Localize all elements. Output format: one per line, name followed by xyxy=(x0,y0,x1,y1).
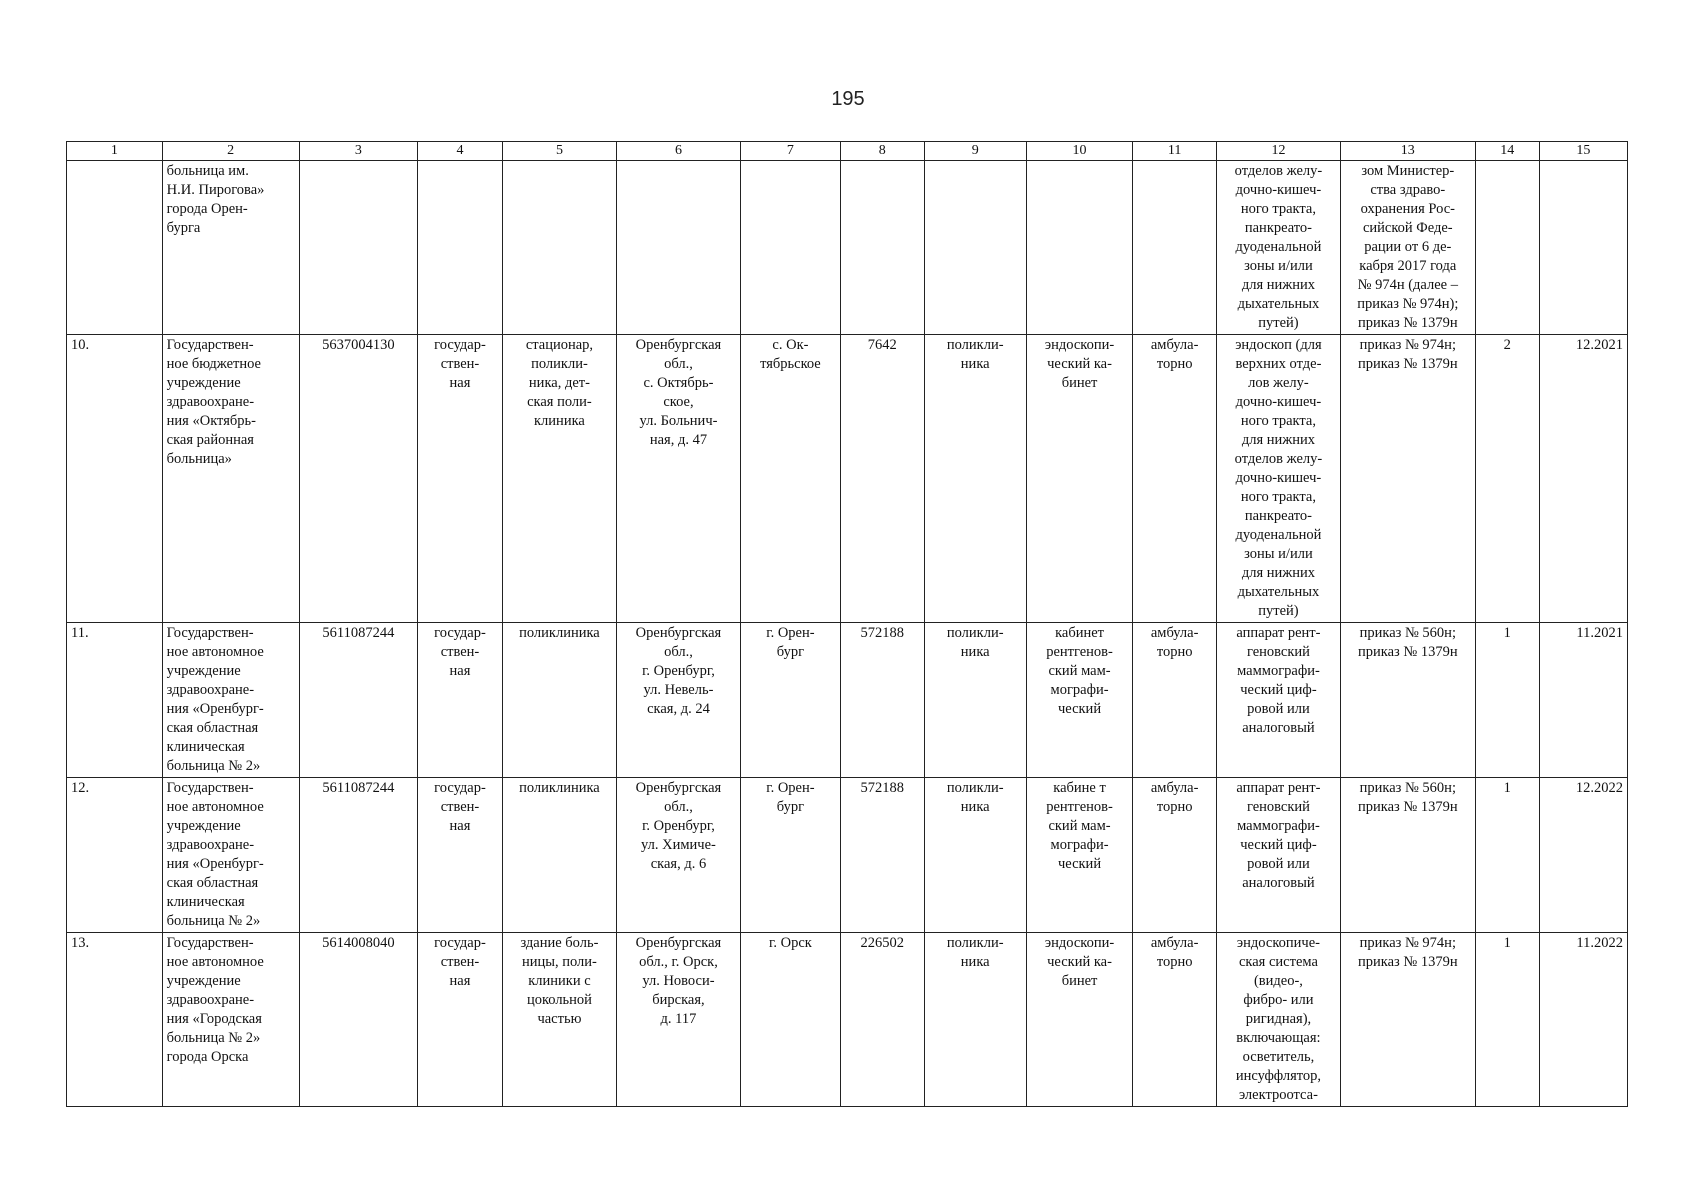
organization-name-line: ное автономное xyxy=(166,954,264,970)
unit-type xyxy=(924,623,1026,778)
address-line: обл., xyxy=(664,644,693,660)
equipment-name-line: дочно-кишеч- xyxy=(1235,394,1322,410)
care-mode-line: амбула- xyxy=(1150,625,1199,641)
unit-type-line: поликли- xyxy=(946,935,1004,951)
locality-line: г. Орск xyxy=(769,935,812,951)
unit-type-line: ника xyxy=(960,356,990,372)
order-reference-line: приказ № 974н); xyxy=(1357,296,1459,312)
ownership-form-line: государ- xyxy=(434,780,486,796)
unit-type-line: ника xyxy=(960,644,990,660)
organization-name-line: ская районная xyxy=(166,432,254,448)
population xyxy=(840,161,924,335)
room-name xyxy=(1026,778,1133,933)
delivery-date: 12.2022 xyxy=(1539,778,1627,933)
organization-name-line: Н.И. Пирогова» xyxy=(166,182,265,198)
table-row xyxy=(67,778,1628,933)
quantity: 1 xyxy=(1475,933,1539,1107)
address xyxy=(617,933,741,1107)
unit-type xyxy=(924,933,1026,1107)
facility-type-line: здание боль- xyxy=(520,935,599,951)
table-row xyxy=(67,623,1628,778)
quantity: 2 xyxy=(1475,335,1539,623)
organization-name-line: ния «Оренбург- xyxy=(166,701,264,717)
room-name-line: рентгенов- xyxy=(1046,644,1113,660)
inn-code: 5611087244 xyxy=(299,623,417,778)
address-line: ная, д. 47 xyxy=(649,432,708,448)
equipment-name-line: ровой или xyxy=(1247,701,1310,717)
equipment-name-line: инсуффлятор, xyxy=(1235,1068,1322,1084)
order-reference-line: рации от 6 де- xyxy=(1364,239,1452,255)
equipment-name-line: ская система xyxy=(1238,954,1318,970)
equipment-name-line: дочно-кишеч- xyxy=(1235,182,1322,198)
row-number: 13. xyxy=(67,933,163,1107)
ownership-form xyxy=(418,335,503,623)
care-mode xyxy=(1133,623,1217,778)
address-line: ул. Невель- xyxy=(643,682,714,698)
organization-name-line: Государствен- xyxy=(166,780,254,796)
room-name-line: кабинет xyxy=(1055,625,1104,641)
column-header-10: 10 xyxy=(1026,142,1133,161)
facility-type xyxy=(502,161,616,335)
equipment-name xyxy=(1216,161,1340,335)
page-number: 195 xyxy=(831,88,865,110)
column-header-6: 6 xyxy=(617,142,741,161)
ownership-form-line: ствен- xyxy=(440,644,480,660)
column-header-9: 9 xyxy=(924,142,1026,161)
column-header-11: 11 xyxy=(1133,142,1217,161)
inn-code xyxy=(299,161,417,335)
order-reference xyxy=(1340,335,1475,623)
organization-name-line: клиническая xyxy=(166,739,245,755)
care-mode-line: торно xyxy=(1156,954,1193,970)
address-line: ское, xyxy=(663,394,694,410)
room-name-line: ческий ка- xyxy=(1047,356,1112,372)
order-reference-line: охранения Рос- xyxy=(1360,201,1455,217)
equipment-name-line: (видео-, xyxy=(1253,973,1303,989)
column-header-7: 7 xyxy=(740,142,840,161)
order-reference-line: сийской Феде- xyxy=(1362,220,1453,236)
address-line: ская, д. 24 xyxy=(647,701,710,717)
facility-type-line: ника, дет- xyxy=(528,375,590,391)
address xyxy=(617,335,741,623)
unit-type-line: поликли- xyxy=(946,625,1004,641)
room-name-line: бинет xyxy=(1061,375,1098,391)
organization-name-line: ное автономное xyxy=(166,799,264,815)
ownership-form-line: ная xyxy=(449,663,471,679)
equipment-name-line: дуоденальной xyxy=(1235,239,1322,255)
organization-name-line: ская областная xyxy=(166,720,259,736)
locality-line: бург xyxy=(776,644,805,660)
facility-type-line: частью xyxy=(537,1011,582,1027)
order-reference xyxy=(1340,161,1475,335)
facility-type xyxy=(502,933,616,1107)
delivery-date xyxy=(1539,161,1627,335)
facility-type-line: поликлиника xyxy=(519,625,600,641)
equipment-name-line: электроотса- xyxy=(1238,1087,1318,1103)
equipment-name-line: аналоговый xyxy=(1242,720,1315,736)
population: 226502 xyxy=(840,933,924,1107)
organization-name-line: бурга xyxy=(166,220,201,236)
address-line: с. Октябрь- xyxy=(643,375,714,391)
ownership-form-line: ствен- xyxy=(440,954,480,970)
care-mode-line: торно xyxy=(1156,799,1193,815)
ownership-form-line: ствен- xyxy=(440,356,480,372)
organization-name-line: здравоохране- xyxy=(166,682,255,698)
order-reference xyxy=(1340,933,1475,1107)
organization-name-line: города Орен- xyxy=(166,201,248,217)
ownership-form xyxy=(418,161,503,335)
ownership-form-line: ствен- xyxy=(440,799,480,815)
column-header-13: 13 xyxy=(1340,142,1475,161)
equipment-name-line: ческий циф- xyxy=(1240,682,1317,698)
facility-type-line: поликли- xyxy=(531,356,588,372)
column-header-5: 5 xyxy=(502,142,616,161)
inn-code: 5637004130 xyxy=(299,335,417,623)
room-name-line: ский мам- xyxy=(1048,663,1111,679)
ownership-form-line: государ- xyxy=(434,935,486,951)
table-row xyxy=(67,161,1628,335)
inn-code: 5611087244 xyxy=(299,778,417,933)
address xyxy=(617,161,741,335)
ownership-form-line: ная xyxy=(449,375,471,391)
order-reference-line: ства здраво- xyxy=(1370,182,1446,198)
organization-name-line: клиническая xyxy=(166,894,245,910)
care-mode xyxy=(1133,933,1217,1107)
organization-name-line: ния «Городская xyxy=(166,1011,262,1027)
table-body xyxy=(67,161,1628,1107)
population: 7642 xyxy=(840,335,924,623)
equipment-name-line: зоны и/или xyxy=(1244,258,1313,274)
equipment-name-line: ригидная), xyxy=(1245,1011,1312,1027)
equipment-name-line: путей) xyxy=(1258,603,1299,619)
ownership-form-line: государ- xyxy=(434,625,486,641)
equipment-name-line: зоны и/или xyxy=(1244,546,1313,562)
equipment-name-line: ческий циф- xyxy=(1240,837,1317,853)
facility-type-line: клиники с xyxy=(528,973,591,989)
room-name-line: мографи- xyxy=(1050,682,1109,698)
care-mode xyxy=(1133,335,1217,623)
organization-name-line: Государствен- xyxy=(166,337,254,353)
room-name-line: кабине т xyxy=(1053,780,1106,796)
unit-type-line: поликли- xyxy=(946,337,1004,353)
address-line: г. Оренбург, xyxy=(642,663,715,679)
organization-name-line: учреждение xyxy=(166,818,241,834)
room-name xyxy=(1026,335,1133,623)
equipment-name-line: для нижних xyxy=(1241,277,1316,293)
equipment-table xyxy=(66,141,1628,1107)
row-number: 10. xyxy=(67,335,163,623)
equipment-name-line: дыхательных xyxy=(1237,296,1320,312)
organization-name-line: больница» xyxy=(166,451,232,467)
ownership-form xyxy=(418,933,503,1107)
column-header-3: 3 xyxy=(299,142,417,161)
quantity xyxy=(1475,161,1539,335)
equipment-name-line: путей) xyxy=(1258,315,1299,331)
facility-type-line: ницы, поли- xyxy=(521,954,597,970)
equipment-name-line: отделов желу- xyxy=(1234,163,1323,179)
quantity: 1 xyxy=(1475,623,1539,778)
room-name-line: ческий xyxy=(1057,856,1102,872)
address-line: Оренбургская xyxy=(635,337,722,353)
order-reference xyxy=(1340,623,1475,778)
table-header xyxy=(67,142,1628,161)
order-reference-line: приказ № 1379н xyxy=(1357,799,1458,815)
unit-type xyxy=(924,335,1026,623)
equipment-name-line: осветитель, xyxy=(1242,1049,1315,1065)
organization-name-line: учреждение xyxy=(166,375,241,391)
unit-type-line: ника xyxy=(960,954,990,970)
equipment-name-line: геновский xyxy=(1246,799,1310,815)
population: 572188 xyxy=(840,623,924,778)
organization-name xyxy=(162,335,299,623)
locality xyxy=(740,933,840,1107)
locality-line: тябрьское xyxy=(760,356,821,372)
care-mode-line: амбула- xyxy=(1150,780,1199,796)
column-header-14: 14 xyxy=(1475,142,1539,161)
order-reference-line: приказ № 1379н xyxy=(1357,315,1458,331)
row-number: 12. xyxy=(67,778,163,933)
room-name-line: рентгенов- xyxy=(1046,799,1113,815)
organization-name-line: здравоохране- xyxy=(166,837,255,853)
organization-name-line: Государствен- xyxy=(166,935,254,951)
order-reference-line: № 974н (далее – xyxy=(1357,277,1458,293)
ownership-form-line: государ- xyxy=(434,337,486,353)
equipment-name xyxy=(1216,933,1340,1107)
facility-type xyxy=(502,623,616,778)
equipment-name-line: дочно-кишеч- xyxy=(1235,470,1322,486)
care-mode-line: торно xyxy=(1156,644,1193,660)
column-header-8: 8 xyxy=(840,142,924,161)
column-header-15: 15 xyxy=(1539,142,1627,161)
locality xyxy=(740,335,840,623)
equipment-name xyxy=(1216,623,1340,778)
ownership-form xyxy=(418,623,503,778)
address-line: ская, д. 6 xyxy=(650,856,707,872)
row-number: 11. xyxy=(67,623,163,778)
unit-type xyxy=(924,161,1026,335)
column-header-1: 1 xyxy=(67,142,163,161)
equipment-name-line: аналоговый xyxy=(1242,875,1315,891)
equipment-name-line: аппарат рент- xyxy=(1236,625,1321,641)
ownership-form-line: ная xyxy=(449,973,471,989)
address-line: обл., xyxy=(664,356,693,372)
organization-name-line: больница № 2» xyxy=(166,913,261,929)
equipment-name-line: ного тракта, xyxy=(1240,489,1316,505)
unit-type-line: ника xyxy=(960,799,990,815)
organization-name-line: учреждение xyxy=(166,973,241,989)
locality-line: г. Орен- xyxy=(766,625,815,641)
organization-name-line: Государствен- xyxy=(166,625,254,641)
equipment-name-line: для нижних xyxy=(1241,432,1316,448)
facility-type-line: клиника xyxy=(534,413,585,429)
column-header-12: 12 xyxy=(1216,142,1340,161)
address-line: Оренбургская xyxy=(635,780,722,796)
address-line: г. Оренбург, xyxy=(642,818,715,834)
equipment-name-line: фибро- или xyxy=(1243,992,1314,1008)
address-line: ул. Новоси- xyxy=(642,973,715,989)
order-reference-line: приказ № 974н; xyxy=(1359,337,1456,353)
care-mode-line: амбула- xyxy=(1150,935,1199,951)
equipment-name-line: ного тракта, xyxy=(1240,413,1316,429)
equipment-name-line: отделов желу- xyxy=(1234,451,1323,467)
care-mode-line: амбула- xyxy=(1150,337,1199,353)
room-name-line: бинет xyxy=(1061,973,1098,989)
organization-name xyxy=(162,933,299,1107)
order-reference-line: кабря 2017 года xyxy=(1359,258,1457,274)
equipment-name xyxy=(1216,335,1340,623)
organization-name xyxy=(162,161,299,335)
address-line: обл., г. Орск, xyxy=(639,954,718,970)
row-number xyxy=(67,161,163,335)
header-row xyxy=(67,142,1628,161)
organization-name-line: здравоохране- xyxy=(166,992,255,1008)
equipment-name-line: эндоскоп (для xyxy=(1235,337,1322,353)
locality xyxy=(740,161,840,335)
equipment-name-line: ровой или xyxy=(1247,856,1310,872)
equipment-name-line: дыхательных xyxy=(1237,584,1320,600)
table-row xyxy=(67,933,1628,1107)
organization-name-line: ное автономное xyxy=(166,644,264,660)
organization-name-line: больница № 2» xyxy=(166,758,261,774)
organization-name xyxy=(162,778,299,933)
ownership-form xyxy=(418,778,503,933)
address xyxy=(617,623,741,778)
address-line: д. 117 xyxy=(660,1011,697,1027)
facility-type-line: цокольной xyxy=(526,992,592,1008)
organization-name-line: ное бюджетное xyxy=(166,356,261,372)
locality xyxy=(740,623,840,778)
organization-name-line: города Орска xyxy=(166,1049,249,1065)
delivery-date: 12.2021 xyxy=(1539,335,1627,623)
population: 572188 xyxy=(840,778,924,933)
organization-name-line: больница им. xyxy=(166,163,249,179)
care-mode xyxy=(1133,161,1217,335)
organization-name-line: больница № 2» xyxy=(166,1030,261,1046)
order-reference-line: приказ № 560н; xyxy=(1359,780,1456,796)
order-reference-line: приказ № 1379н xyxy=(1357,644,1458,660)
equipment-name-line: эндоскопиче- xyxy=(1236,935,1320,951)
equipment-name-line: лов желу- xyxy=(1248,375,1309,391)
facility-type-line: ская поли- xyxy=(527,394,592,410)
order-reference-line: приказ № 1379н xyxy=(1357,356,1458,372)
order-reference-line: приказ № 974н; xyxy=(1359,935,1456,951)
table-row xyxy=(67,335,1628,623)
equipment-name-line: включающая: xyxy=(1236,1030,1321,1046)
equipment-name-line: маммографи- xyxy=(1237,818,1320,834)
equipment-name-line: ного тракта, xyxy=(1240,201,1316,217)
equipment-name-line: панкреато- xyxy=(1244,220,1313,236)
ownership-form-line: ная xyxy=(449,818,471,834)
address-line: бирская, xyxy=(652,992,705,1008)
address-line: Оренбургская xyxy=(635,625,722,641)
column-header-2: 2 xyxy=(162,142,299,161)
room-name-line: ческий ка- xyxy=(1047,954,1112,970)
equipment-name xyxy=(1216,778,1340,933)
order-reference xyxy=(1340,778,1475,933)
delivery-date: 11.2022 xyxy=(1539,933,1627,1107)
locality-line: г. Орен- xyxy=(766,780,815,796)
organization-name-line: учреждение xyxy=(166,663,241,679)
organization-name-line: здравоохране- xyxy=(166,394,255,410)
quantity: 1 xyxy=(1475,778,1539,933)
equipment-name-line: маммографи- xyxy=(1237,663,1320,679)
room-name-line: ческий xyxy=(1057,701,1102,717)
address xyxy=(617,778,741,933)
room-name-line: мографи- xyxy=(1050,837,1109,853)
organization-name-line: ская областная xyxy=(166,875,259,891)
delivery-date: 11.2021 xyxy=(1539,623,1627,778)
order-reference-line: приказ № 560н; xyxy=(1359,625,1456,641)
equipment-name-line: верхних отде- xyxy=(1235,356,1322,372)
room-name xyxy=(1026,933,1133,1107)
equipment-name-line: для нижних xyxy=(1241,565,1316,581)
order-reference-line: зом Министер- xyxy=(1361,163,1455,179)
room-name xyxy=(1026,161,1133,335)
address-line: ул. Больнич- xyxy=(639,413,718,429)
equipment-name-line: панкреато- xyxy=(1244,508,1313,524)
organization-name-line: ния «Оренбург- xyxy=(166,856,264,872)
locality-line: с. Ок- xyxy=(772,337,809,353)
equipment-name-line: дуоденальной xyxy=(1235,527,1322,543)
column-header-4: 4 xyxy=(418,142,503,161)
facility-type xyxy=(502,778,616,933)
room-name-line: эндоскопи- xyxy=(1044,337,1115,353)
room-name xyxy=(1026,623,1133,778)
order-reference-line: приказ № 1379н xyxy=(1357,954,1458,970)
address-line: ул. Химиче- xyxy=(641,837,716,853)
unit-type-line: поликли- xyxy=(946,780,1004,796)
locality-line: бург xyxy=(776,799,805,815)
locality xyxy=(740,778,840,933)
address-line: обл., xyxy=(664,799,693,815)
facility-type xyxy=(502,335,616,623)
facility-type-line: поликлиника xyxy=(519,780,600,796)
inn-code: 5614008040 xyxy=(299,933,417,1107)
organization-name-line: ния «Октябрь- xyxy=(166,413,256,429)
address-line: Оренбургская xyxy=(635,935,722,951)
room-name-line: эндоскопи- xyxy=(1044,935,1115,951)
room-name-line: ский мам- xyxy=(1048,818,1111,834)
care-mode-line: торно xyxy=(1156,356,1193,372)
organization-name xyxy=(162,623,299,778)
equipment-name-line: геновский xyxy=(1246,644,1310,660)
care-mode xyxy=(1133,778,1217,933)
unit-type xyxy=(924,778,1026,933)
facility-type-line: стационар, xyxy=(525,337,594,353)
equipment-name-line: аппарат рент- xyxy=(1236,780,1321,796)
